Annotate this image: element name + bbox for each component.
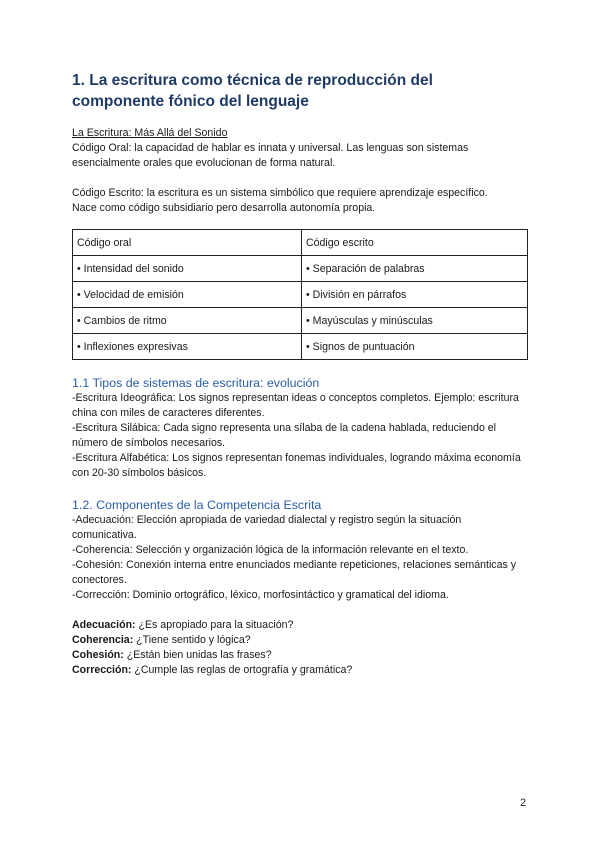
list-item: -Corrección: Dominio ortográfico, léxico, morfosintáctico y gramatical del idioma. xyxy=(72,589,449,601)
table-cell: • Inflexiones expresivas xyxy=(73,334,302,360)
written-code-line-2: Nace como código subsidiario pero desarrolla autonomía propia. xyxy=(72,202,376,214)
question-text: ¿Tiene sentido y lógica? xyxy=(133,634,251,646)
comparison-table xyxy=(72,229,528,360)
page-title: 1. La escritura como técnica de reproducción del componente fónico del lenguaje xyxy=(72,72,433,110)
table-header-cell: Código escrito xyxy=(302,230,528,256)
section-heading-competence: 1.2. Componentes de la Competencia Escrita xyxy=(72,498,322,512)
question-text: ¿Están bien unidas las frases? xyxy=(123,649,272,661)
list-item: -Escritura Silábica: Cada signo representa una sílaba de la cadena hablada, reduciendo el número de símbolos necesarios. xyxy=(72,422,497,449)
table-cell: • Mayúsculas y minúsculas xyxy=(302,308,528,334)
table-header-row xyxy=(73,230,528,256)
table-row xyxy=(73,334,528,360)
question-term: Adecuación: xyxy=(72,619,136,631)
table-row xyxy=(73,308,528,334)
question-item xyxy=(72,633,528,648)
oral-code-paragraph: Código Oral: la capacidad de hablar es innata y universal. Las lenguas son sistemas esencialmente orales que evolucionan de forma natural. xyxy=(72,142,469,169)
question-text: ¿Es apropiado para la situación? xyxy=(135,619,294,631)
section-heading-writing-systems: 1.1 Tipos de sistemas de escritura: evolución xyxy=(72,376,320,390)
page-number: 2 xyxy=(520,797,526,809)
table-cell: • Separación de palabras xyxy=(302,256,528,282)
question-term: Corrección: xyxy=(72,664,132,676)
question-term: Cohesión: xyxy=(72,649,124,661)
list-item: -Coherencia: Selección y organización lógica de la información relevante en el texto. xyxy=(72,544,469,556)
list-item: -Adecuación: Elección apropiada de variedad dialectal y registro según la situación comunicativa. xyxy=(72,514,462,541)
question-item xyxy=(72,618,528,633)
table-cell: • Intensidad del sonido xyxy=(73,256,302,282)
question-term: Coherencia: xyxy=(72,634,134,646)
list-item: -Escritura Alfabética: Los signos representan fonemas individuales, logrando máxima economía con 20-30 símbolos básicos. xyxy=(72,452,521,479)
written-code-line-1: Código Escrito: la escritura es un sistema simbólico que requiere aprendizaje específico. xyxy=(72,187,488,199)
question-item xyxy=(72,663,528,678)
table-cell: • Velocidad de emisión xyxy=(73,282,302,308)
list-item: -Cohesión: Conexión interna entre enunciados mediante repeticiones, relaciones semánticas y conectores. xyxy=(72,559,517,586)
question-list xyxy=(72,618,528,678)
page-content xyxy=(72,70,528,678)
question-text: ¿Cumple las reglas de ortografía y gramática? xyxy=(131,664,353,676)
table-cell: • Signos de puntuación xyxy=(302,334,528,360)
table-header-cell: Código oral xyxy=(73,230,302,256)
list-item: -Escritura Ideográfica: Los signos representan ideas o conceptos completos. Ejemplo: escritura china con miles de caracteres diferentes. xyxy=(72,392,519,419)
table-cell: • Cambios de ritmo xyxy=(73,308,302,334)
table-cell: • División en párrafos xyxy=(302,282,528,308)
table-row xyxy=(73,282,528,308)
table-row xyxy=(73,256,528,282)
question-item xyxy=(72,648,528,663)
section-subtitle: La Escritura: Más Allá del Sonido xyxy=(72,127,228,139)
